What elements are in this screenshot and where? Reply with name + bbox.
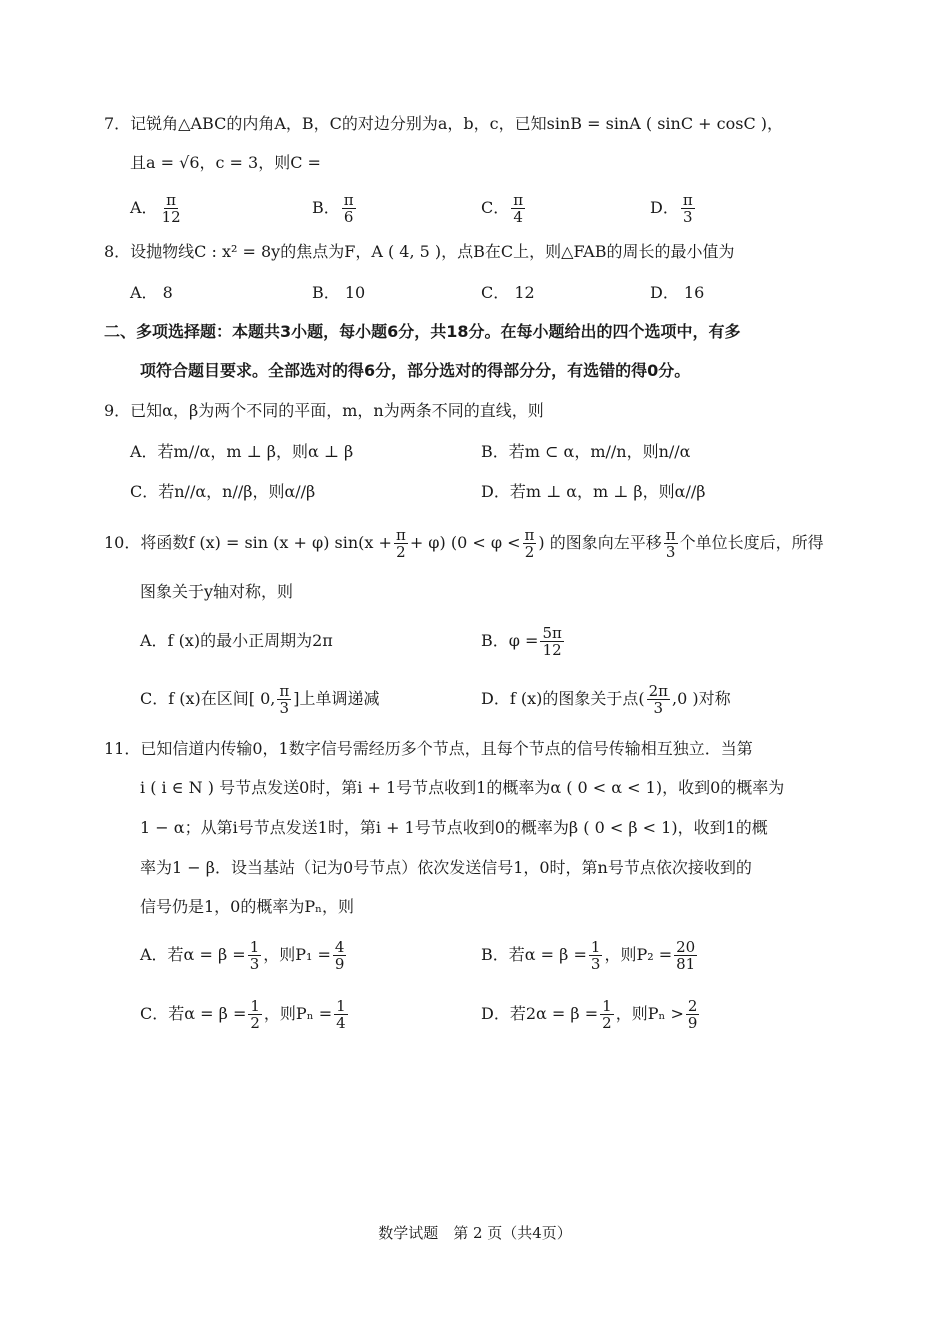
fraction: $\frac{\pi}{6}$: [343, 190, 354, 226]
fraction: $\frac{\pi}{3}$: [279, 681, 290, 717]
q8-option-c: C． 12: [481, 283, 535, 302]
q10-option-b: B．φ = $\frac{5\pi}{12}$: [481, 623, 562, 659]
q9-option-c: C．若n//α，n//β，则α//β: [130, 482, 316, 501]
q7-option-b: [312, 186, 358, 230]
option-label: C．: [481, 198, 510, 217]
fraction: $\frac{1}{2}$: [602, 996, 612, 1032]
fraction: $\frac{\pi}{3}$: [665, 525, 676, 561]
q11-stem-line1: 11．已知信道内传输0，1数字信号需经历多个节点，且每个节点的信号传输相互独立．当第: [104, 739, 753, 758]
fraction: $\frac{4}{9}$: [334, 937, 345, 973]
q11-option-c: C．若α = β = $\frac{1}{2}$ ，则Pₙ = $\frac{1}{4}$: [140, 996, 346, 1032]
q7-option-d: [650, 186, 697, 230]
q9-option-a: A．若m//α，m ⊥ β，则α ⊥ β: [130, 442, 354, 461]
fraction: $\frac{\pi}{2}$: [395, 525, 406, 561]
q10-option-d: D．f (x)的图象关于点( $\frac{2\pi}{3}$ ,0 )对称: [481, 681, 731, 717]
q10-option-a: A．f (x)的最小正周期为2π: [140, 631, 333, 650]
option-label: D．: [650, 198, 679, 217]
option-label: B．: [312, 198, 340, 217]
q7-stem-line2: 且a = √6，c = 3，则C =: [130, 153, 321, 172]
q11-stem-line2: i ( i ∈ N ) 号节点发送0时，第i + 1号节点收到1的概率为α ( 0 < α < 1)，收到0的概率为: [140, 778, 785, 797]
section-title-line2: 项符合题目要求。全部选对的得6分，部分选对的得部分分，有选错的得0分。: [140, 361, 691, 380]
q8-stem: 8．设抛物线C : x² = 8y的焦点为F，A ( 4, 5 )，点B在C上，则△FAB的周长的最小值为: [104, 242, 735, 261]
section-title-line1: 二、多项选择题：本题共3小题，每小题6分，共18分。在每小题给出的四个选项中，有多: [104, 322, 741, 341]
fraction: $\frac{\pi}{12}$: [161, 190, 181, 226]
q11-option-d: D．若2α = β = $\frac{1}{2}$ ，则Pₙ > $\frac{2}{9}$: [481, 996, 698, 1032]
q9-option-d: D．若m ⊥ α，m ⊥ β，则α//β: [481, 482, 706, 501]
q9-option-b: B．若m ⊂ α，m//n，则n//α: [481, 442, 691, 461]
q10-option-c: C．f (x)在区间[ 0, $\frac{\pi}{3}$ ]上单调递减: [140, 681, 380, 717]
fraction: $\frac{1}{4}$: [336, 996, 346, 1032]
q7-option-a: [130, 186, 185, 230]
q10-stem-line1: 10．将函数f (x) = sin (x + φ) sin(x + $\frac{\pi}{2}$ + φ) (0 < φ < $\frac{\pi}{2}$ ) 的图象向左平移 $\frac{\pi}{3}$ 个单位长度后，所得: [104, 525, 824, 561]
fraction: $\frac{\pi}{3}$: [682, 190, 693, 226]
fraction: $\frac{5\pi}{12}$: [542, 623, 562, 659]
q8-option-d: D． 16: [650, 283, 705, 302]
fraction: $\frac{2\pi}{3}$: [648, 681, 668, 717]
fraction: $\frac{\pi}{4}$: [513, 190, 524, 226]
q11-stem-line3: 1 − α；从第i号节点发送1时，第i + 1号节点收到0的概率为β ( 0 < β < 1)，收到1的概: [140, 818, 768, 837]
page-footer: 数学试题 第 2 页（共4页）: [378, 1224, 572, 1242]
fraction: $\frac{1}{3}$: [590, 937, 601, 973]
fraction: $\frac{1}{2}$: [250, 996, 260, 1032]
q8-option-b: B． 10: [312, 283, 366, 302]
option-label: A．: [130, 198, 158, 217]
fraction: $\frac{\pi}{2}$: [524, 525, 535, 561]
q11-stem-line4: 率为1 − β．设当基站（记为0号节点）依次发送信号1，0时，第n号节点依次接收到的: [140, 858, 752, 877]
q11-stem-line5: 信号仍是1，0的概率为Pₙ，则: [140, 897, 355, 916]
q7-option-c: [481, 186, 527, 230]
q10-stem-line2: 图象关于y轴对称，则: [140, 582, 294, 601]
q11-option-a: A．若α = β = $\frac{1}{3}$ ，则P₁ = $\frac{4}{9}$: [140, 937, 345, 973]
q11-option-b: B．若α = β = $\frac{1}{3}$ ，则P₂ = $\frac{20}{81}$: [481, 937, 696, 973]
q9-stem: 9．已知α，β为两个不同的平面，m，n为两条不同的直线，则: [104, 401, 544, 420]
fraction: $\frac{1}{3}$: [249, 937, 260, 973]
fraction: $\frac{20}{81}$: [676, 937, 696, 973]
fraction: $\frac{2}{9}$: [687, 996, 698, 1032]
q7-stem-line1: 7．记锐角△ABC的内角A，B，C的对边分别为a，b，c，已知sinB = sinA ( sinC + cosC )，: [104, 114, 784, 133]
q8-option-a: A． 8: [130, 283, 173, 302]
